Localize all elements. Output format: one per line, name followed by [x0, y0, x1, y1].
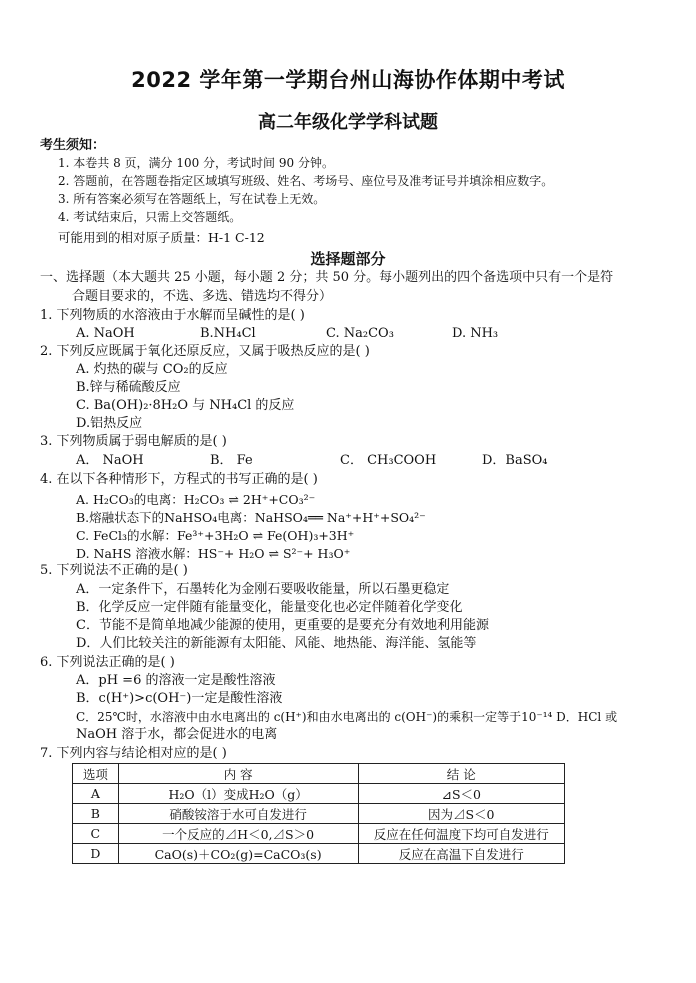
q4-option-d: D. NaHS 溶液水解：HS⁻+ H₂O ⇌ S²⁻+ H₃O⁺	[76, 546, 351, 561]
table-cell: CaO(s)＋CO₂(g)=CaCO₃(s)	[118, 844, 358, 864]
q2-option-d: D.铝热反应	[76, 416, 143, 431]
q3-option-d: D．BaSO₄	[482, 453, 548, 468]
q1-option-a: A. NaOH	[76, 326, 135, 341]
q2-option-a: A. 灼热的碳与 CO₂的反应	[76, 362, 228, 377]
q5-option-b: B．化学反应一定伴随有能量变化，能量变化也必定伴随着化学变化	[76, 600, 463, 615]
q3-option-c: C． CH₃COOH	[340, 453, 437, 468]
q6-option-a: A．pH =6 的溶液一定是酸性溶液	[76, 673, 276, 688]
notice-item: 3. 所有答案必须写在答题纸上，写在试卷上无效。	[58, 192, 326, 206]
q1-option-c: C. Na₂CO₃	[326, 326, 394, 341]
q4-option-a: A. H₂CO₃的电离：H₂CO₃ ⇌ 2H⁺+CO₃²⁻	[76, 492, 316, 507]
q5-option-d: D．人们比较关注的新能源有太阳能、风能、地热能、海洋能、氢能等	[76, 636, 477, 651]
q7-table	[72, 763, 565, 864]
q6-option-b: B．c(H⁺)>c(OH⁻)一定是酸性溶液	[76, 691, 283, 706]
q5-option-a: A．一定条件下，石墨转化为金刚石要吸收能量，所以石墨更稳定	[76, 582, 450, 597]
q4-option-c: C. FeCl₃的水解：Fe³⁺+3H₂O ⇌ Fe(OH)₃+3H⁺	[76, 528, 355, 543]
table-cell: 反应在任何温度下均可自发进行	[358, 824, 564, 844]
question-2-stem: 2. 下列反应既属于氧化还原反应，又属于吸热反应的是( )	[40, 344, 370, 359]
atomic-mass-note: 可能用到的相对原子质量：H-1 C-12	[58, 230, 265, 245]
section-title: 选择题部分	[310, 250, 386, 268]
q6-option-d: NaOH 溶于水，都会促进水的电离	[76, 727, 278, 742]
q2-option-b: B.锌与稀硫酸反应	[76, 380, 181, 395]
table-cell: D	[73, 844, 119, 864]
notice-item: 4. 考试结束后，只需上交答题纸。	[58, 210, 242, 224]
table-cell: C	[73, 824, 119, 844]
table-cell: A	[73, 784, 119, 804]
table-header-row	[73, 764, 565, 784]
table-row	[73, 844, 565, 864]
q1-option-b: B.NH₄Cl	[200, 326, 256, 341]
table-cell: 硝酸铵溶于水可自发进行	[118, 804, 358, 824]
q2-option-c: C. Ba(OH)₂·8H₂O 与 NH₄Cl 的反应	[76, 398, 295, 413]
table-header: 选项	[73, 764, 119, 784]
table-row	[73, 804, 565, 824]
question-4-stem: 4. 在以下各种情形下，方程式的书写正确的是( )	[40, 472, 318, 487]
table-cell: B	[73, 804, 119, 824]
question-7-stem: 7. 下列内容与结论相对应的是( )	[40, 746, 227, 761]
notice-item: 2. 答题前，在答题卷指定区域填写班级、姓名、考场号、座位号及准考证号并填涂相应数字。	[58, 174, 554, 188]
q4-option-b: B.熔融状态下的NaHSO₄电离：NaHSO₄══ Na⁺+H⁺+SO₄²⁻	[76, 510, 426, 525]
q3-option-a: A． NaOH	[76, 453, 144, 468]
question-5-stem: 5. 下列说法不正确的是( )	[40, 563, 188, 578]
q1-option-d: D. NH₃	[452, 326, 499, 341]
q3-option-b: B． Fe	[210, 453, 253, 468]
exam-subtitle: 高二年级化学学科试题	[258, 112, 438, 133]
table-cell: 一个反应的⊿H＜0,⊿S＞0	[118, 824, 358, 844]
section-intro: 一、选择题（本大题共 25 小题，每小题 2 分；共 50 分。每小题列出的四个备选项中只有一个是符	[40, 270, 614, 285]
table-cell: 因为⊿S＜0	[358, 804, 564, 824]
exam-title: 2022 学年第一学期台州山海协作体期中考试	[131, 68, 565, 92]
q6-option-c: C．25℃时，水溶液中由水电离出的 c(H⁺)和由水电离出的 c(OH⁻)的乘积一定等于10⁻¹⁴ D．HCl 或	[76, 710, 618, 724]
table-cell: 反应在高温下自发进行	[358, 844, 564, 864]
table-header: 结 论	[358, 764, 564, 784]
question-3-stem: 3. 下列物质属于弱电解质的是( )	[40, 434, 227, 449]
table-row	[73, 824, 565, 844]
table-row	[73, 784, 565, 804]
table-header: 内 容	[118, 764, 358, 784]
notice-item: 1. 本卷共 8 页，满分 100 分，考试时间 90 分钟。	[58, 156, 334, 170]
table-cell: H₂O（l）变成H₂O（g）	[118, 784, 358, 804]
question-6-stem: 6. 下列说法正确的是( )	[40, 655, 175, 670]
section-intro: 合题目要求的，不选、多选、错选均不得分）	[72, 289, 333, 304]
q5-option-c: C．节能不是简单地减少能源的使用，更重要的是要充分有效地利用能源	[76, 618, 489, 633]
table-cell: ⊿S＜0	[358, 784, 564, 804]
notice-heading: 考生须知：	[40, 138, 106, 153]
question-1-stem: 1. 下列物质的水溶液由于水解而呈碱性的是( )	[40, 308, 305, 323]
